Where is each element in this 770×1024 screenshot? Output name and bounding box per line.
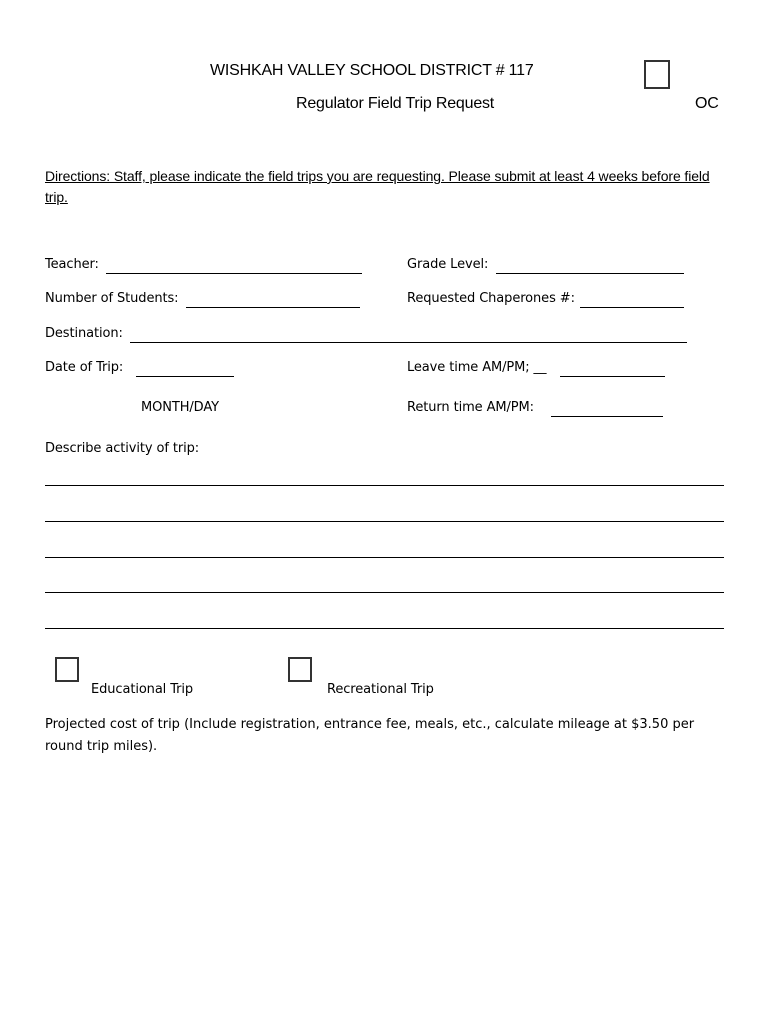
activity-line-3[interactable] xyxy=(45,557,724,558)
leave-time-label: Leave time AM/PM; __ xyxy=(407,360,547,375)
teacher-field[interactable] xyxy=(106,273,362,274)
students-label: Number of Students: xyxy=(45,291,179,306)
educational-trip-checkbox[interactable] xyxy=(55,657,79,682)
return-time-label: Return time AM/PM: xyxy=(407,400,534,415)
directions-text: Directions: Staff, please indicate the field trips you are requesting. Please submit at least 4 weeks before field trip. xyxy=(45,168,710,205)
date-label: Date of Trip: xyxy=(45,360,124,375)
educational-trip-label: Educational Trip xyxy=(91,682,194,697)
recreational-trip-checkbox[interactable] xyxy=(288,657,312,682)
chaperones-label: Requested Chaperones #: xyxy=(407,291,575,306)
activity-line-1[interactable] xyxy=(45,485,724,486)
activity-line-5[interactable] xyxy=(45,628,724,629)
recreational-trip-label: Recreational Trip xyxy=(327,682,434,697)
destination-field[interactable] xyxy=(130,342,687,343)
grade-level-label: Grade Level: xyxy=(407,257,489,272)
oc-checkbox[interactable] xyxy=(644,60,670,89)
district-title: WISHKAH VALLEY SCHOOL DISTRICT # 117 xyxy=(210,62,534,79)
month-day-label: MONTH/DAY xyxy=(141,400,219,415)
grade-level-field[interactable] xyxy=(496,273,684,274)
activity-line-4[interactable] xyxy=(45,592,724,593)
chaperones-field[interactable] xyxy=(580,307,684,308)
date-field[interactable] xyxy=(136,376,234,377)
return-time-field[interactable] xyxy=(551,416,663,417)
activity-line-2[interactable] xyxy=(45,521,724,522)
teacher-label: Teacher: xyxy=(45,257,99,272)
destination-label: Destination: xyxy=(45,326,123,341)
form-title: Regulator Field Trip Request xyxy=(296,95,495,112)
students-field[interactable] xyxy=(186,307,360,308)
activity-label: Describe activity of trip: xyxy=(45,441,200,456)
projected-cost-text: Projected cost of trip (Include registration, entrance fee, meals, etc., calculate mileage at $3.50 per round trip miles). xyxy=(45,717,695,754)
leave-time-field[interactable] xyxy=(560,376,665,377)
corner-code: OC xyxy=(695,95,719,112)
